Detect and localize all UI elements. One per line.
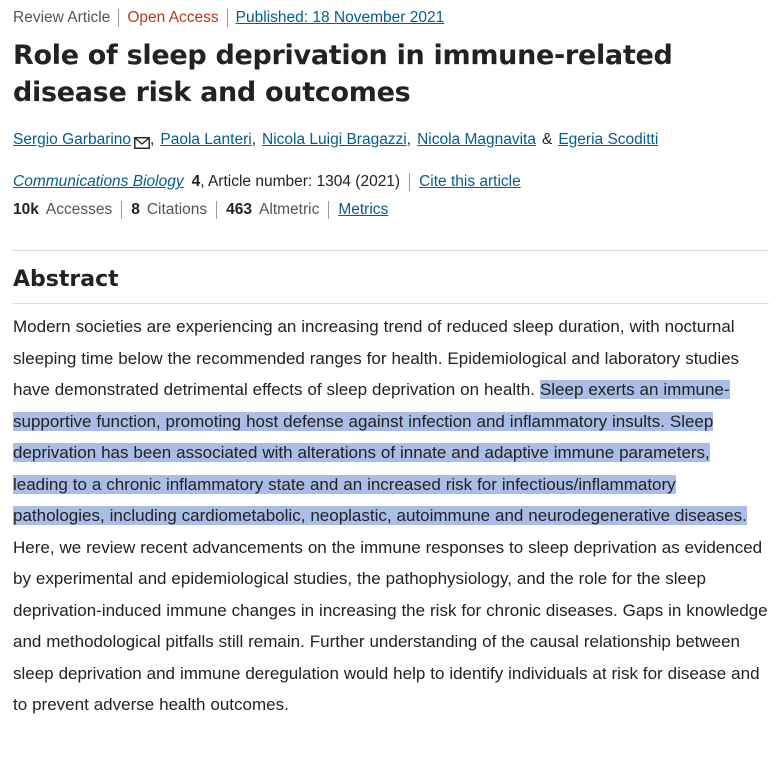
author-list: Sergio Garbarino , Paola Lanteri , Nicola Luigi Bragazzi , Nicola Magnavita & Egeria Scoditti (13, 129, 769, 151)
citations-label: Citations (146, 201, 208, 218)
altmetric-label: Altmetric (259, 201, 320, 218)
author-link[interactable]: Egeria Scoditti (558, 131, 659, 148)
article-meta (13, 8, 769, 28)
meta-separator (118, 9, 119, 27)
article-type: Review Article (13, 9, 111, 26)
meta-separator (227, 9, 228, 27)
open-access-badge: Open Access (127, 9, 219, 26)
abstract-divider (13, 303, 769, 304)
article-page (0, 8, 782, 768)
abstract-text[interactable] (13, 311, 769, 721)
published-date-link[interactable]: Published: 18 November 2021 (235, 9, 445, 26)
accesses-label: Accesses (45, 201, 113, 218)
author-link[interactable]: Nicola Magnavita (417, 131, 536, 148)
abstract-text-part: Here, we review recent advancements on the immune responses to sleep deprivation as evidenced by experimental and epidemiological studies, the pathophysiology, and the role for the sleep deprivation-induced immune changes in increasing the risk for chronic diseases. Gaps in knowledge and methodological pitfalls still remain. Further understanding of the causal relationship between sleep deprivation and immune deregulation would help to identify individuals at risk for disease and to prevent adverse health outcomes. (13, 537, 768, 714)
accesses-count: 10k (13, 201, 39, 218)
abstract-text-part: Modern societies are experiencing an increasing trend of reduced sleep duration, with nocturnal sleeping time below the recommended ranges for health. Epidemiological and laboratory studies have demonstrated detrimental effects of sleep deprivation on health. (13, 317, 740, 399)
citation-row (13, 171, 769, 193)
metrics-separator (121, 201, 122, 219)
citations-count: 8 (131, 201, 140, 218)
cite-separator (409, 173, 410, 191)
volume-number: 4 (191, 173, 201, 190)
metrics-separator (216, 201, 217, 219)
mail-icon[interactable] (134, 134, 150, 146)
author-link[interactable]: Paola Lanteri (160, 131, 252, 148)
altmetric-score: 463 (226, 201, 253, 218)
selected-text[interactable]: Sleep exerts an immune-supportive function, promoting host defense against infection and inflammatory insults. Sleep deprivation has been associated with alterations of innate and adaptive immune parameters, leading to a chronic inflammatory state and an increased risk for infectious/inflammatory pathologies, including cardiometabolic, neoplastic, autoimmune and neurodegenerative diseases. (13, 380, 747, 525)
section-divider (13, 250, 769, 251)
article-number: , Article number: 1304 (2021) (200, 173, 401, 190)
author-link[interactable]: Nicola Luigi Bragazzi (262, 131, 407, 148)
metrics-row (13, 199, 769, 221)
metrics-separator (328, 201, 329, 219)
cite-this-article-link[interactable]: Cite this article (419, 173, 521, 190)
author-link[interactable]: Sergio Garbarino (13, 131, 132, 148)
metrics-link[interactable]: Metrics (338, 201, 389, 218)
abstract-heading: Abstract (13, 267, 119, 292)
journal-link[interactable]: Communications Biology (13, 173, 184, 190)
article-title: Role of sleep deprivation in immune-related disease risk and outcomes (13, 40, 673, 108)
